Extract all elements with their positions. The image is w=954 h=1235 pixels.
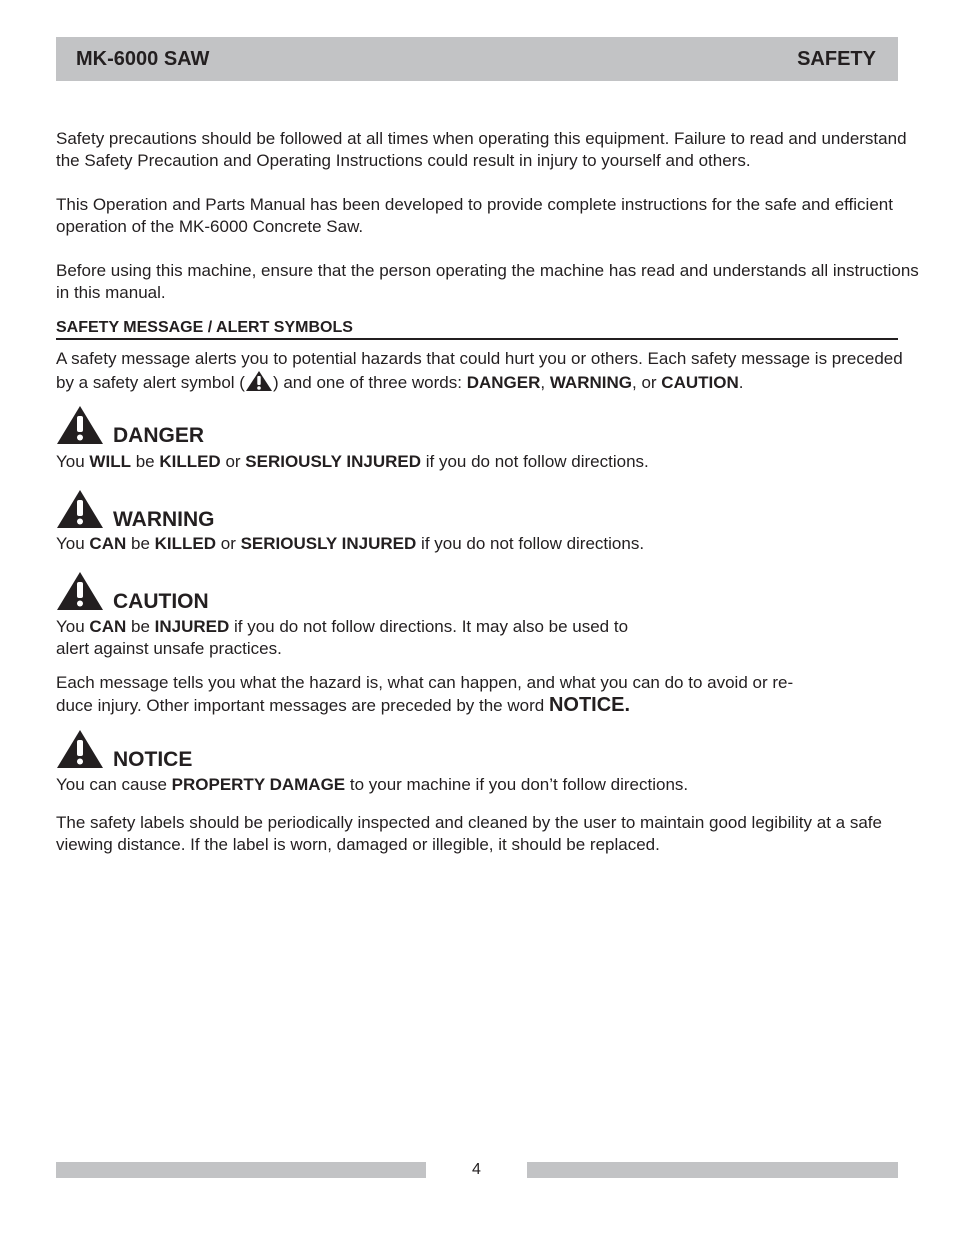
bold-text: INJURED [154,617,230,636]
each-message-paragraph [56,672,922,717]
separator: , or [632,373,662,392]
text: be [126,617,155,636]
text: if you do not follow directions. [421,452,649,471]
bold-text: CAN [89,617,127,636]
section-heading: SAFETY MESSAGE / ALERT SYMBOLS [56,318,898,340]
caution-title: CAUTION [113,590,209,613]
header-right-title: SAFETY [797,47,876,70]
header-bar [56,37,898,81]
warning-triangle-icon [56,489,104,529]
caution-title-row [56,571,922,611]
alert-intro-text: A safety message alerts you to potential hazards that could hurt you or others. Each safety message is preceded by a safety alert symbol ( [56,349,903,392]
danger-title: DANGER [113,424,205,447]
danger-block [56,405,922,473]
text: Each message tells you what the hazard is, what can happen, and what you can do to avoid or re- [56,673,794,692]
footer-bar-right [527,1162,898,1178]
text: You [56,452,90,471]
text: You can cause [56,775,172,794]
alert-intro-paragraph [56,348,922,394]
text: if you do not follow directions. It may also be used to [229,617,629,636]
text: if you do not follow directions. [416,534,645,553]
warning-triangle-icon [56,571,104,611]
bold-text: PROPERTY DAMAGE [171,775,346,794]
caution-block [56,571,922,660]
bold-text: SERIOUSLY INJURED [240,534,417,553]
notice-block [56,729,922,796]
footer-bar-left [56,1162,426,1178]
word-warning: WARNING [549,373,632,392]
intro-paragraph-1: Safety precautions should be followed at all times when operating this equipment. Failure to read and understand the Safety Precaution and Operating Instructions could result in injury to yourself and others. [56,129,907,170]
warning-triangle-icon [56,729,104,769]
warning-description [56,533,922,555]
bold-text: KILLED [159,452,221,471]
notice-title: NOTICE [113,748,193,771]
labels-paragraph: The safety labels should be periodically inspected and cleaned by the user to maintain good legibility at a safe viewing distance. If the label is worn, damaged or illegible, it should be replaced. [56,813,882,854]
text: alert against unsafe practices. [56,639,282,658]
warning-triangle-icon [245,370,273,392]
word-caution: CAUTION [661,373,739,392]
text: or [220,452,246,471]
text: be [130,452,160,471]
page-content [56,128,922,856]
text: You [56,534,90,553]
bold-text: SERIOUSLY INJURED [245,452,422,471]
danger-title-row [56,405,922,445]
text: to your machine if you don’t follow directions. [345,775,689,794]
text: duce injury. Other important messages are preceded by the word [56,696,549,715]
period: . [738,373,744,392]
warning-triangle-icon [56,405,104,445]
warning-title-row [56,489,922,529]
alert-intro-text-2: ) and one of three words: [272,373,467,392]
bold-text: CAN [89,534,127,553]
header-left-title: MK-6000 SAW [76,47,210,70]
notice-word: NOTICE. [548,694,631,716]
text: You [56,617,90,636]
text: be [126,534,155,553]
text: or [216,534,241,553]
bold-text: WILL [89,452,131,471]
page-number: 4 [472,1161,481,1178]
bold-text: KILLED [154,534,217,553]
notice-description [56,774,922,796]
intro-paragraph-3: Before using this machine, ensure that the person operating the machine has read and understands all instructions in this manual. [56,261,919,302]
notice-title-row [56,729,922,769]
warning-block [56,489,922,555]
intro-paragraph-2: This Operation and Parts Manual has been developed to provide complete instructions for the safe and efficient operation of the MK-6000 Concrete Saw. [56,195,893,236]
warning-title: WARNING [113,508,215,531]
caution-description [56,616,922,660]
word-danger: DANGER [466,373,541,392]
danger-description [56,451,922,473]
separator: , [540,373,550,392]
